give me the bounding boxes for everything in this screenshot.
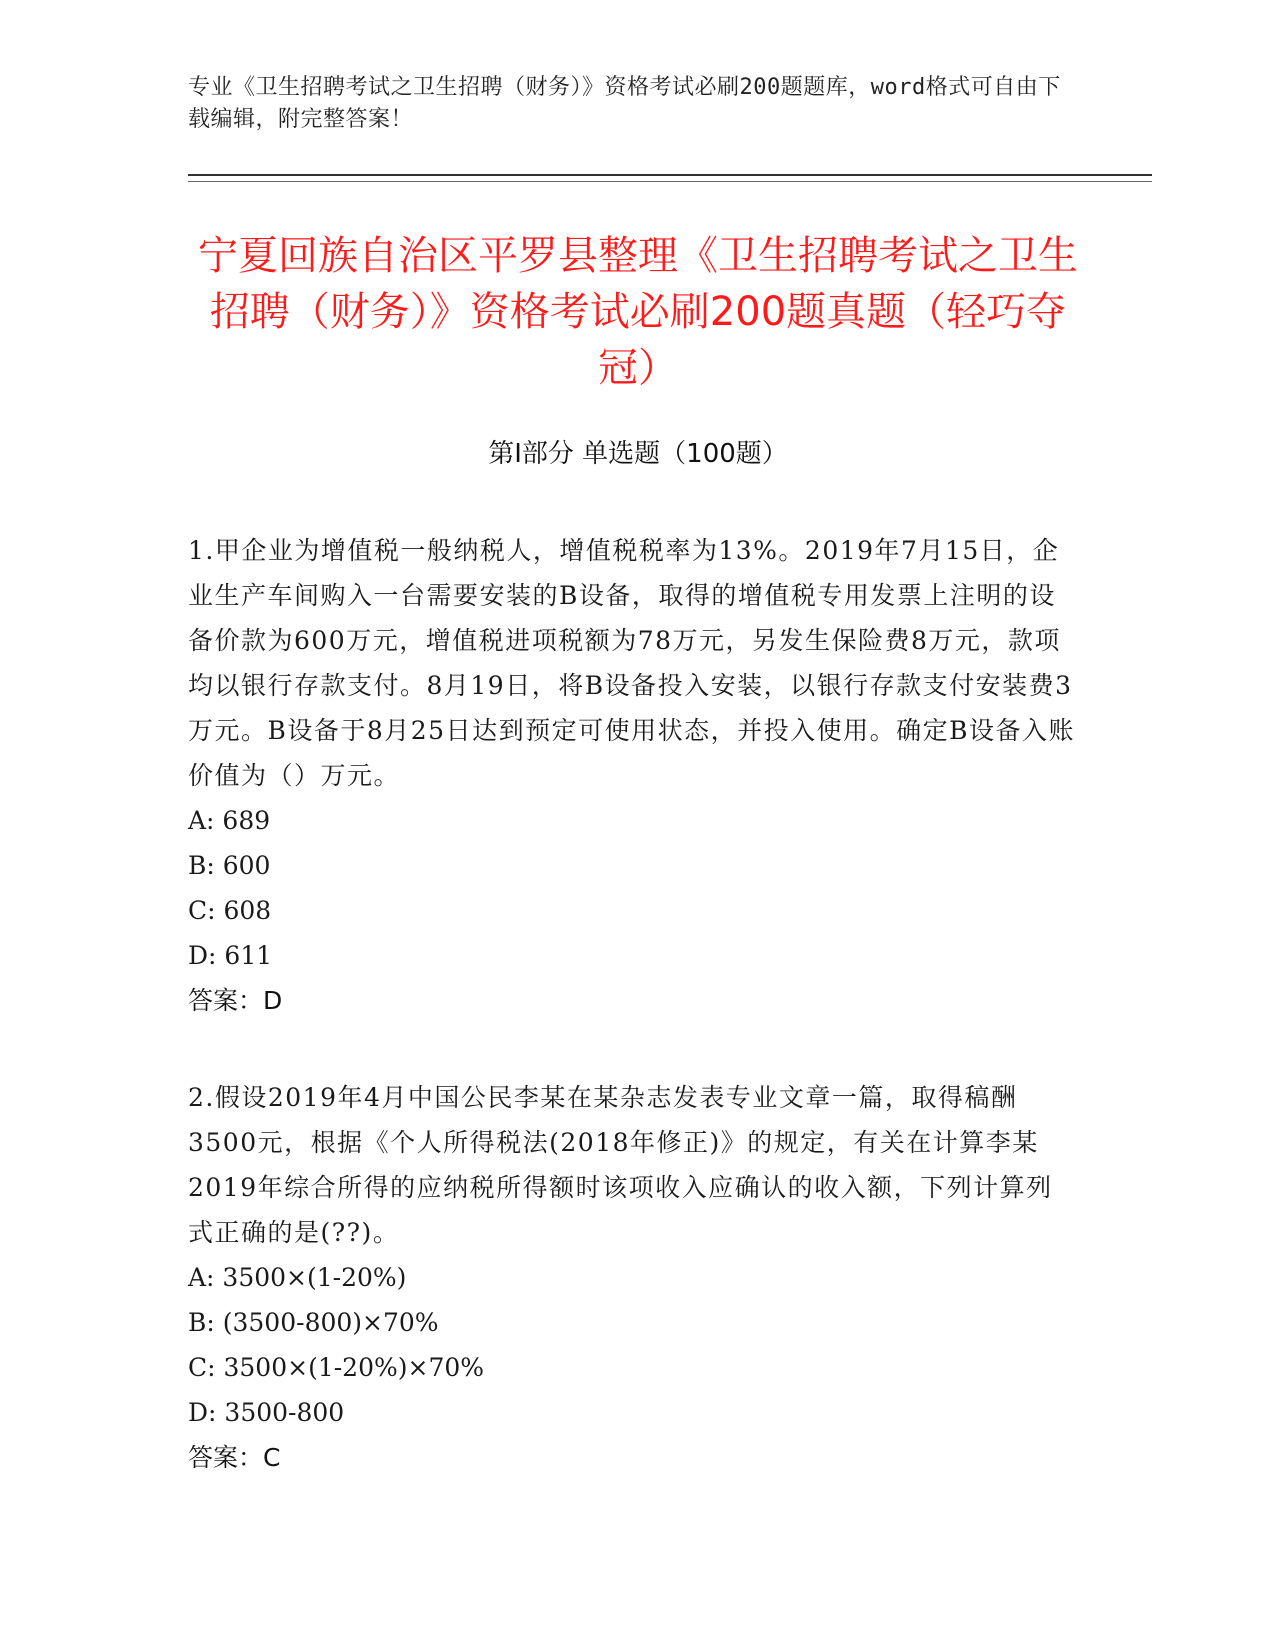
header-divider-thin	[188, 181, 1152, 182]
option-b: B: 600	[188, 851, 271, 880]
option-a: A: 3500×(1-20%)	[188, 1263, 407, 1292]
question-2	[188, 1075, 1078, 1481]
question-1	[188, 528, 1078, 1024]
answer-label: 答案：C	[188, 1443, 281, 1472]
option-c: C: 608	[188, 896, 272, 925]
section-heading: 第Ⅰ部分 单选题（100题）	[488, 439, 788, 469]
option-a: A: 689	[188, 806, 271, 835]
option-c: C: 3500×(1-20%)×70%	[188, 1353, 485, 1382]
question-stem: 1.甲企业为增值税一般纳税人，增值税税率为13%。2019年7月15日，企业生产车间购入一台需要安装的B设备，取得的增值税专用发票上注明的设备价款为600万元，增值税进项税额为78万元，另发生保险费8万元，款项均以银行存款支付。8月19日，将B设备投入安装，以银行存款支付安装费3万元。B设备于8月25日达到预定可使用状态，并投入使用。确定B设备入账价值为（）万元。	[188, 536, 1075, 790]
document-title: 宁夏回族自治区平罗县整理《卫生招聘考试之卫生招聘（财务）》资格考试必刷200题真题（轻巧夺冠）	[198, 233, 1078, 391]
header-divider-thick	[188, 174, 1152, 176]
option-b: B: (3500-800)×70%	[188, 1308, 439, 1337]
answer-label: 答案：D	[188, 986, 283, 1015]
option-d: D: 3500-800	[188, 1398, 345, 1427]
header-note: 专业《卫生招聘考试之卫生招聘（财务）》资格考试必刷200题题库，word格式可自由下载编辑，附完整答案！	[188, 75, 1061, 132]
question-stem: 2.假设2019年4月中国公民李某在某杂志发表专业文章一篇，取得稿酬3500元，根据《个人所得税法(2018年修正)》的规定，有关在计算李某2019年综合所得的应纳税所得额时该项收入应确认的收入额，下列计算列式正确的是(??)。	[188, 1083, 1053, 1247]
option-d: D: 611	[188, 941, 273, 970]
